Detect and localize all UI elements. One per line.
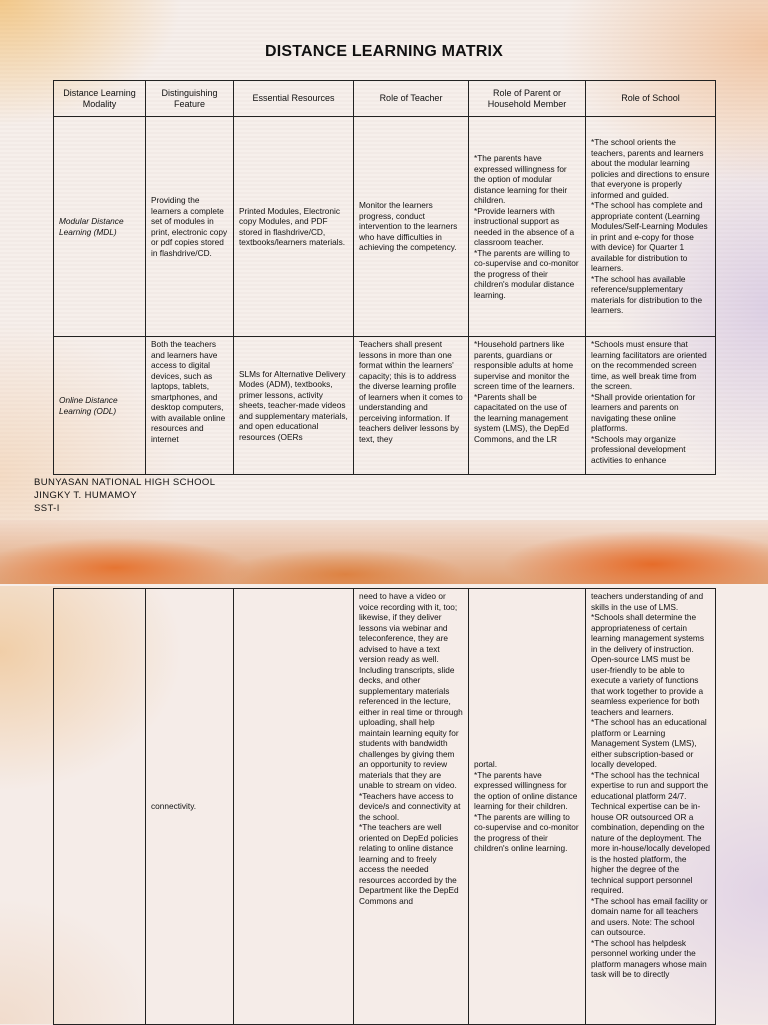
parent-cell (469, 337, 586, 475)
school-point: *Schools shall determine the appropriateness of certain learning management systems in the delivery of instruction. Open-source LMS must be user-friendly to be able to execute a variety of functions that work together to provide a seamless experience for both teachers and learners. (591, 612, 704, 717)
distance-learning-matrix-table (53, 80, 716, 475)
header-resources: Essential Resources (234, 81, 354, 117)
parent-point: *The parents have expressed willingness for the option of online distance learning for their children. (474, 769, 578, 812)
page-divider-band (0, 520, 768, 588)
header-parent: Role of Parent or Household Member (469, 81, 586, 117)
resources-cell: SLMs for Alternative Delivery Modes (ADM), textbooks, primer lessons, activity sheets, teacher-made videos and supplementary materials, and open educational resources (OERs (234, 337, 354, 475)
feature-cell: Both the teachers and learners have access to digital devices, such as laptops, tablets, smartphones, and desktop computers, with available online resources and internet (146, 337, 234, 475)
teacher-cell: Teachers shall present lessons in more than one format within the learners' capacity; this is to address the diverse learning profile of learners when it comes to understanding and perceiving information. If teachers deliver lessons by text, they (354, 337, 469, 475)
resources-cell-empty (234, 589, 354, 1025)
teacher-point: *The teachers are well oriented on DepEd policies relating to online distance learning and to freely access the needed resources accorded by the Department like the DepEd Commons and (359, 822, 459, 906)
modality-cell: Modular Distance Learning (MDL) (54, 117, 146, 337)
table-row-odl (54, 337, 716, 475)
table-row-mdl (54, 117, 716, 337)
school-point: *Schools must ensure that learning facilitators are oriented on the recommended screen time, as well break time from the screen. (591, 339, 707, 391)
resources-cell: Printed Modules, Electronic copy Modules, and PDF stored in flashdrive/CD, textbooks/learners materials. (234, 117, 354, 337)
parent-point: *Parents shall be capacitated on the use of the learning management system (LMS), the DepEd Commons, and the LR (474, 391, 569, 444)
author-position: SST-I (34, 503, 60, 514)
modality-cell: Online Distance Learning (ODL) (54, 337, 146, 475)
header-feature: Distinguishing Feature (146, 81, 234, 117)
school-cell (586, 117, 716, 337)
parent-point: *Provide learners with instructional support as needed in the absence of a classroom teacher. (474, 205, 575, 247)
distance-learning-matrix-continued (53, 588, 716, 1025)
parent-cell (469, 117, 586, 337)
school-cell (586, 589, 716, 1025)
parent-point: *The parents are willing to co-supervise and co-monitor the progress of their children's online learning. (474, 811, 579, 854)
school-point: *The school has the technical expertise to run and support the educational platform 24/7. Technical expertise can be in-house OR outsourced OR a combination, depending on the nature of the deployment. The more in-house/locally developed is the hosted platform, the higher the degree of the technical support personnel required. (591, 769, 710, 895)
parent-point: *The parents are willing to co-supervise and co-monitor the progress of their children's modular distance learning. (474, 247, 579, 300)
author-name: JINGKY T. HUMAMOY (34, 490, 138, 501)
school-name: BUNYASAN NATIONAL HIGH SCHOOL (34, 477, 216, 488)
school-point: *The school has complete and appropriate content (Learning Modules/Self-Learning Modules in print and e-copy for those with device) for Quarter 1 available for distribution to learners. (591, 200, 708, 274)
school-point: teachers understanding of and skills in the use of LMS. (591, 591, 704, 612)
school-info (34, 476, 215, 515)
modality-cell-empty (54, 589, 146, 1025)
parent-point: portal. (474, 759, 498, 770)
parent-point: *Household partners like parents, guardians or responsible adults at home supervise and monitor the screen time of the learners. (474, 339, 575, 391)
table-header-row (54, 81, 716, 117)
parent-cell (469, 589, 586, 1025)
teacher-point: need to have a video or voice recording with it, too; likewise, if they deliver lessons via webinar and teleconference, they are advised to have a text version ready as well. Including transcripts, slide decks, and other supplementary materials referenced in the lecture, either in real time or through uploading, shall help maintain learning equity for students with bandwidth challenges by giving them an opportunity to review materials that they are unable to stream on video. (359, 591, 463, 790)
page-title: DISTANCE LEARNING MATRIX (265, 43, 503, 60)
school-point: *The school has an educational platform or Learning Management System (LMS), either subscription-based or locally developed. (591, 717, 707, 769)
school-point: *The school has helpdesk personnel working under the platform managers whose main task will be to directly (591, 937, 707, 979)
header-teacher: Role of Teacher (354, 81, 469, 117)
school-point: *Shall provide orientation for learners and parents on navigating these online platforms. (591, 391, 696, 433)
school-point: *Schools may organize professional development activities to enhance (591, 433, 686, 465)
school-point: *The school orients the teachers, parents and learners about the modular learning policies and directions to ensure that everyone is properly informed and guided. (591, 137, 710, 200)
school-point: *The school has available reference/supplementary materials for distribution to the learners. (591, 273, 703, 316)
header-modality: Distance Learning Modality (54, 81, 146, 117)
feature-cell: connectivity. (146, 589, 234, 1025)
table-row-odl-continued (54, 589, 716, 1025)
header-school: Role of School (586, 81, 716, 117)
teacher-point: *Teachers have access to device/s and connectivity at the school. (359, 790, 461, 822)
school-point: *The school has email facility or domain name for all teachers and users. Note: The school can outsource. (591, 895, 708, 937)
parent-point: *The parents have expressed willingness for the option of modular distance learning for their children. (474, 153, 568, 205)
school-cell (586, 337, 716, 475)
teacher-cell: Monitor the learners progress, conduct intervention to the learners who have difficulties in achieving the competency. (354, 117, 469, 337)
feature-cell: Providing the learners a complete set of modules in print, electronic copy or pdf copies stored in flashdrive/CD. (146, 117, 234, 337)
teacher-cell (354, 589, 469, 1025)
